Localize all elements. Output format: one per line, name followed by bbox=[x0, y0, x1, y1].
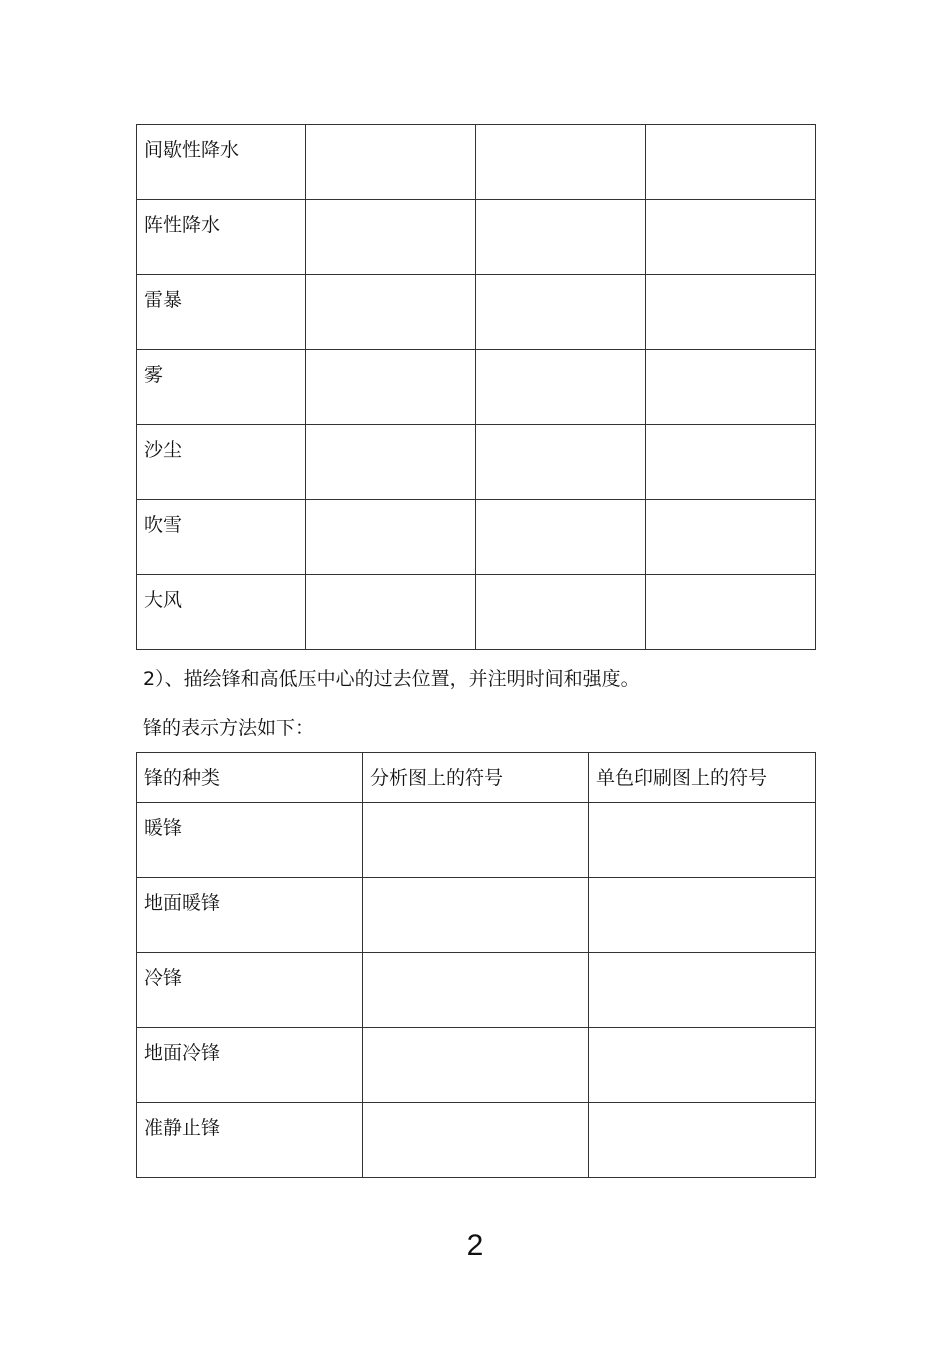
column-header-cell bbox=[363, 753, 589, 803]
row-label-cell bbox=[137, 275, 306, 350]
row-label: 准静止锋 bbox=[144, 1117, 221, 1139]
empty-cell bbox=[646, 425, 816, 500]
empty-cell bbox=[306, 200, 476, 275]
empty-cell bbox=[306, 275, 476, 350]
row-label-cell bbox=[137, 350, 306, 425]
column-header: 单色印刷图上的符号 bbox=[596, 767, 768, 789]
row-label: 地面暖锋 bbox=[144, 892, 221, 914]
row-label-cell bbox=[137, 878, 363, 953]
weather-phenomena-table bbox=[136, 124, 816, 650]
row-label: 暖锋 bbox=[144, 817, 183, 839]
page-number: 2 bbox=[466, 1229, 484, 1262]
empty-cell bbox=[363, 1103, 589, 1178]
empty-cell bbox=[589, 803, 816, 878]
table-row bbox=[137, 500, 816, 575]
empty-cell bbox=[476, 350, 646, 425]
front-intro-text: 锋的表示方法如下： bbox=[143, 717, 315, 739]
table-row bbox=[137, 200, 816, 275]
empty-cell bbox=[306, 500, 476, 575]
column-header-cell bbox=[137, 753, 363, 803]
empty-cell bbox=[306, 350, 476, 425]
table-row bbox=[137, 953, 816, 1028]
table-row bbox=[137, 803, 816, 878]
empty-cell bbox=[306, 575, 476, 650]
column-header-cell bbox=[589, 753, 816, 803]
empty-cell bbox=[306, 425, 476, 500]
table-header-row bbox=[137, 753, 816, 803]
column-header: 分析图上的符号 bbox=[370, 767, 504, 789]
empty-cell bbox=[646, 575, 816, 650]
empty-cell bbox=[306, 125, 476, 200]
row-label-cell bbox=[137, 425, 306, 500]
row-label-cell bbox=[137, 200, 306, 275]
empty-cell bbox=[589, 953, 816, 1028]
empty-cell bbox=[363, 953, 589, 1028]
empty-cell bbox=[476, 125, 646, 200]
column-header: 锋的种类 bbox=[144, 767, 221, 789]
empty-cell bbox=[646, 200, 816, 275]
row-label: 冷锋 bbox=[144, 967, 183, 989]
row-label-cell bbox=[137, 803, 363, 878]
table-row bbox=[137, 275, 816, 350]
empty-cell bbox=[363, 1028, 589, 1103]
row-label-cell bbox=[137, 1028, 363, 1103]
row-label: 地面冷锋 bbox=[144, 1042, 221, 1064]
row-label-cell bbox=[137, 575, 306, 650]
row-label-cell bbox=[137, 500, 306, 575]
empty-cell bbox=[476, 275, 646, 350]
row-label: 雾 bbox=[144, 364, 164, 386]
empty-cell bbox=[589, 878, 816, 953]
table-row bbox=[137, 1103, 816, 1178]
row-label: 间歇性降水 bbox=[144, 139, 240, 161]
row-label: 吹雪 bbox=[144, 514, 183, 536]
row-label-cell bbox=[137, 1103, 363, 1178]
empty-cell bbox=[363, 803, 589, 878]
empty-cell bbox=[476, 425, 646, 500]
table-row bbox=[137, 350, 816, 425]
row-label: 阵性降水 bbox=[144, 214, 221, 236]
table-row bbox=[137, 878, 816, 953]
row-label: 沙尘 bbox=[144, 439, 183, 461]
empty-cell bbox=[476, 575, 646, 650]
front-symbols-table bbox=[136, 752, 816, 1178]
row-label: 大风 bbox=[144, 589, 183, 611]
table-row bbox=[137, 1028, 816, 1103]
row-label: 雷暴 bbox=[144, 289, 183, 311]
empty-cell bbox=[646, 500, 816, 575]
empty-cell bbox=[646, 350, 816, 425]
instruction-text: 2）、描绘锋和高低压中心的过去位置，并注明时间和强度。 bbox=[143, 668, 640, 690]
empty-cell bbox=[646, 275, 816, 350]
empty-cell bbox=[476, 200, 646, 275]
empty-cell bbox=[646, 125, 816, 200]
empty-cell bbox=[589, 1103, 816, 1178]
row-label-cell bbox=[137, 125, 306, 200]
empty-cell bbox=[589, 1028, 816, 1103]
table-row bbox=[137, 575, 816, 650]
table-row bbox=[137, 125, 816, 200]
empty-cell bbox=[363, 878, 589, 953]
table-row bbox=[137, 425, 816, 500]
empty-cell bbox=[476, 500, 646, 575]
row-label-cell bbox=[137, 953, 363, 1028]
